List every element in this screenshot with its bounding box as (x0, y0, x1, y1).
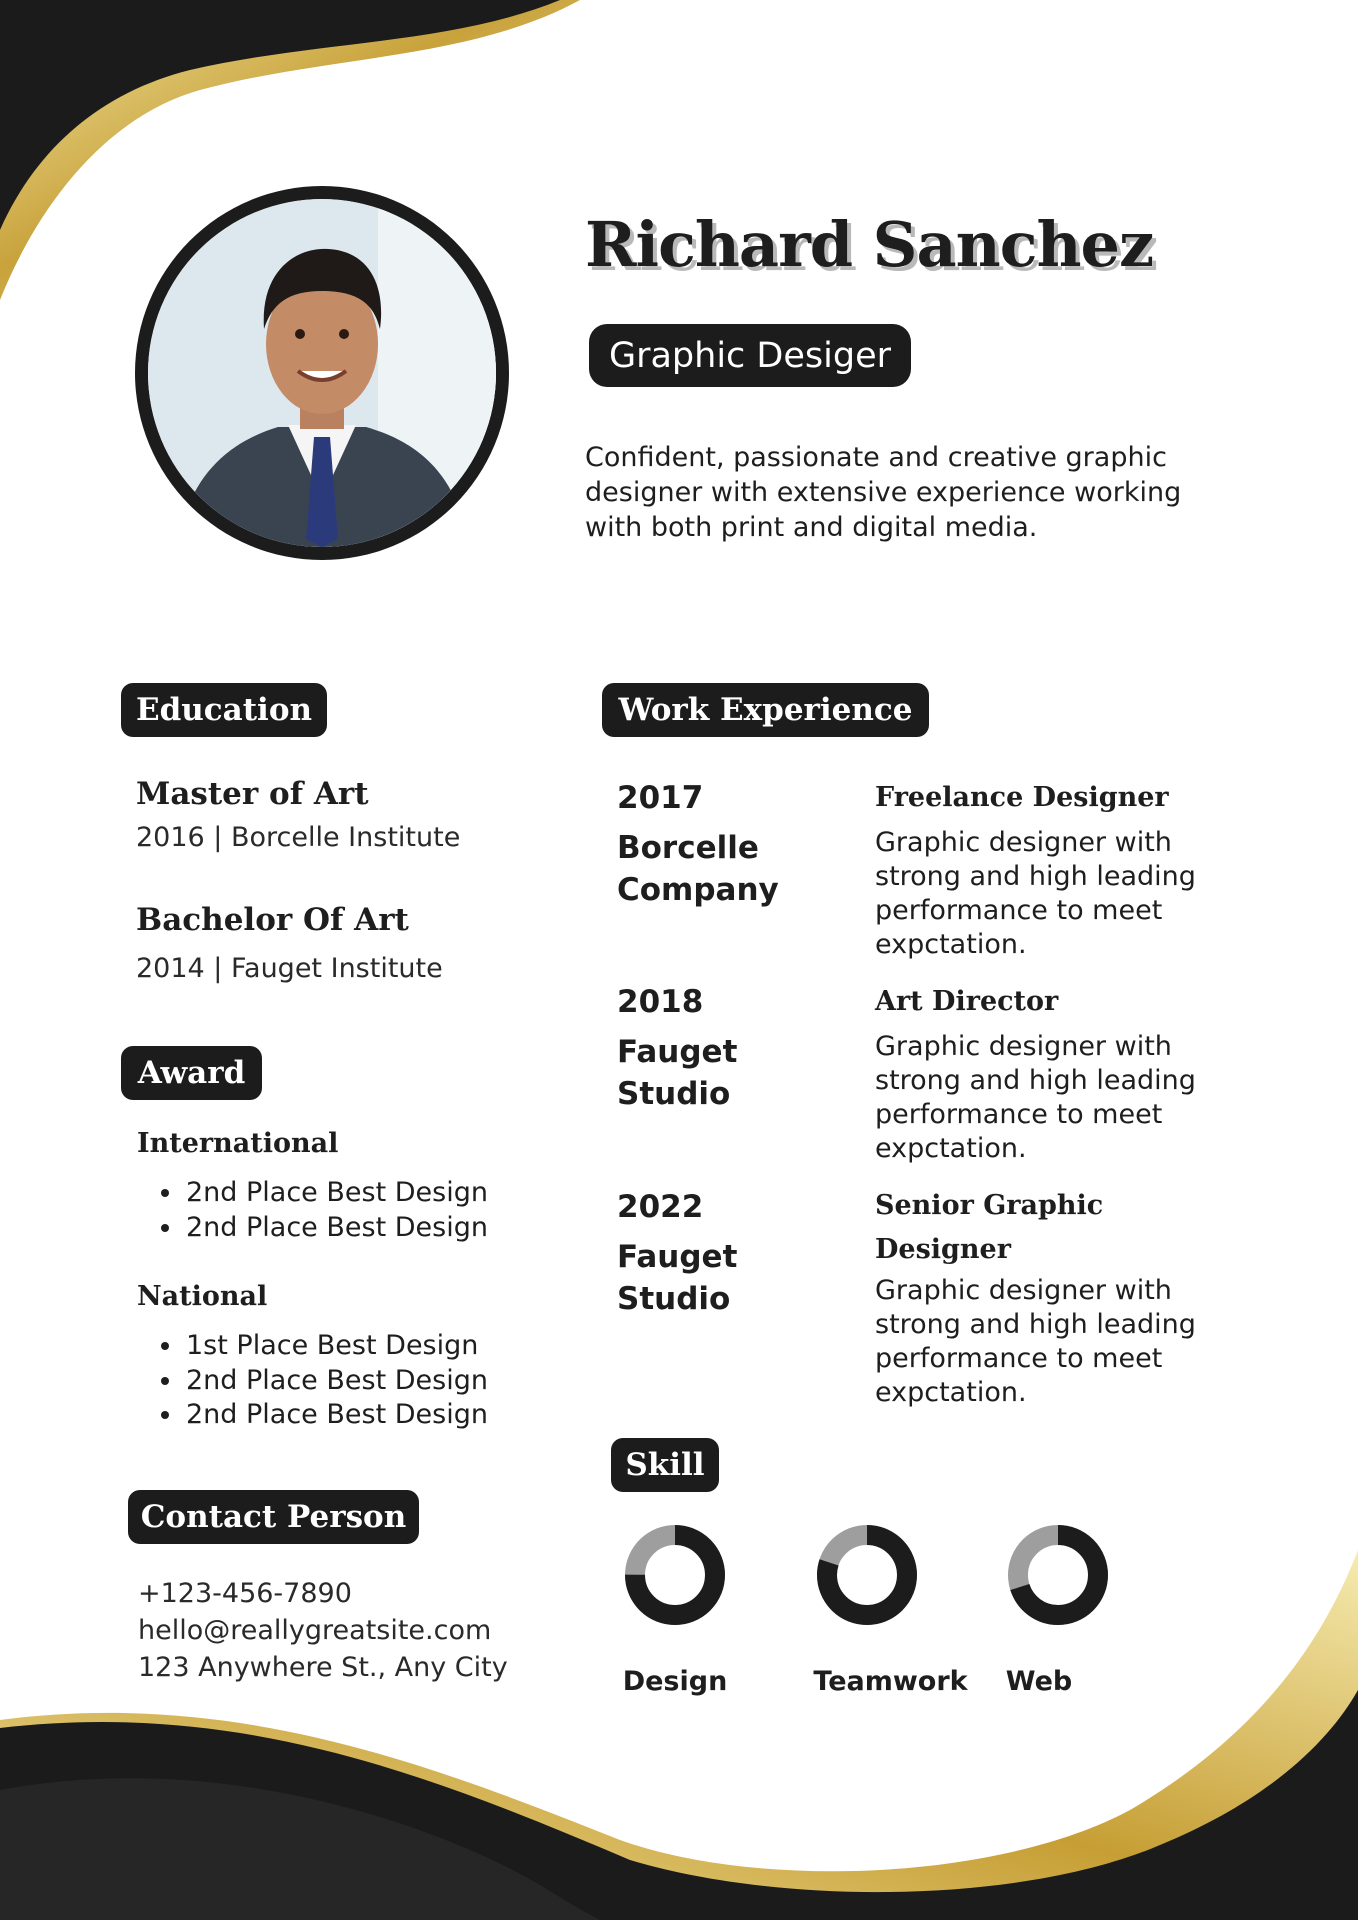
skill-label-design: Design (622, 1666, 728, 1697)
work-year-3: 2022 (617, 1189, 704, 1225)
profile-summary: Confident, passionate and creative graphic designer with extensive experience working with both print and digital media. (585, 442, 1182, 543)
award-list-national (138, 1329, 488, 1433)
work-company-2: Fauget Studio (617, 1034, 738, 1112)
award-list-international (138, 1176, 488, 1245)
skill-label-web: Web (1005, 1666, 1073, 1697)
work-year-1: 2017 (617, 780, 704, 816)
work-title-3: Senior Graphic Designer (875, 1190, 1104, 1265)
list-item: • 2nd Place Best Design (184, 1211, 488, 1246)
education-detail-1: 2016 | Borcelle Institute (136, 822, 461, 853)
candidate-name: Richard Sanchez (585, 208, 1154, 281)
award-heading: Award (121, 1046, 262, 1100)
award-group-national: National (137, 1281, 268, 1312)
work-year-2: 2018 (617, 984, 704, 1020)
person-portrait-icon (148, 199, 496, 547)
list-item: • 2nd Place Best Design (184, 1176, 488, 1211)
list-item: • 1st Place Best Design (184, 1329, 488, 1364)
role-badge: Graphic Desiger (589, 324, 911, 387)
skill-heading: Skill (611, 1438, 719, 1492)
contact-phone: +123-456-7890 (138, 1578, 352, 1609)
contact-heading: Contact Person (128, 1490, 419, 1544)
skill-ring-teamwork (812, 1520, 922, 1630)
education-detail-2: 2014 | Fauget Institute (136, 953, 443, 984)
work-company-1: Borcelle Company (617, 830, 779, 908)
list-item: • 2nd Place Best Design (184, 1398, 488, 1433)
education-degree-2: Bachelor Of Art (136, 902, 409, 938)
contact-email[interactable]: hello@reallygreatsite.com (138, 1615, 492, 1646)
skill-ring-web (1003, 1520, 1113, 1630)
skill-ring-design (620, 1520, 730, 1630)
work-desc-3: Graphic designer with strong and high leading performance to meet expctation. (875, 1275, 1196, 1408)
profile-photo-frame (135, 186, 509, 560)
skill-label-teamwork: Teamwork (813, 1666, 968, 1697)
profile-photo (148, 199, 496, 547)
work-desc-1: Graphic designer with strong and high leading performance to meet expctation. (875, 827, 1196, 960)
list-item: • 2nd Place Best Design (184, 1364, 488, 1399)
education-heading: Education (121, 683, 327, 737)
work-title-1: Freelance Designer (875, 782, 1169, 813)
work-experience-heading: Work Experience (602, 683, 929, 737)
award-group-international: International (137, 1128, 339, 1159)
work-company-3: Fauget Studio (617, 1239, 738, 1317)
work-desc-2: Graphic designer with strong and high leading performance to meet expctation. (875, 1031, 1196, 1164)
contact-address: 123 Anywhere St., Any City (138, 1652, 508, 1683)
education-degree-1: Master of Art (136, 776, 369, 812)
work-title-2: Art Director (875, 986, 1059, 1017)
